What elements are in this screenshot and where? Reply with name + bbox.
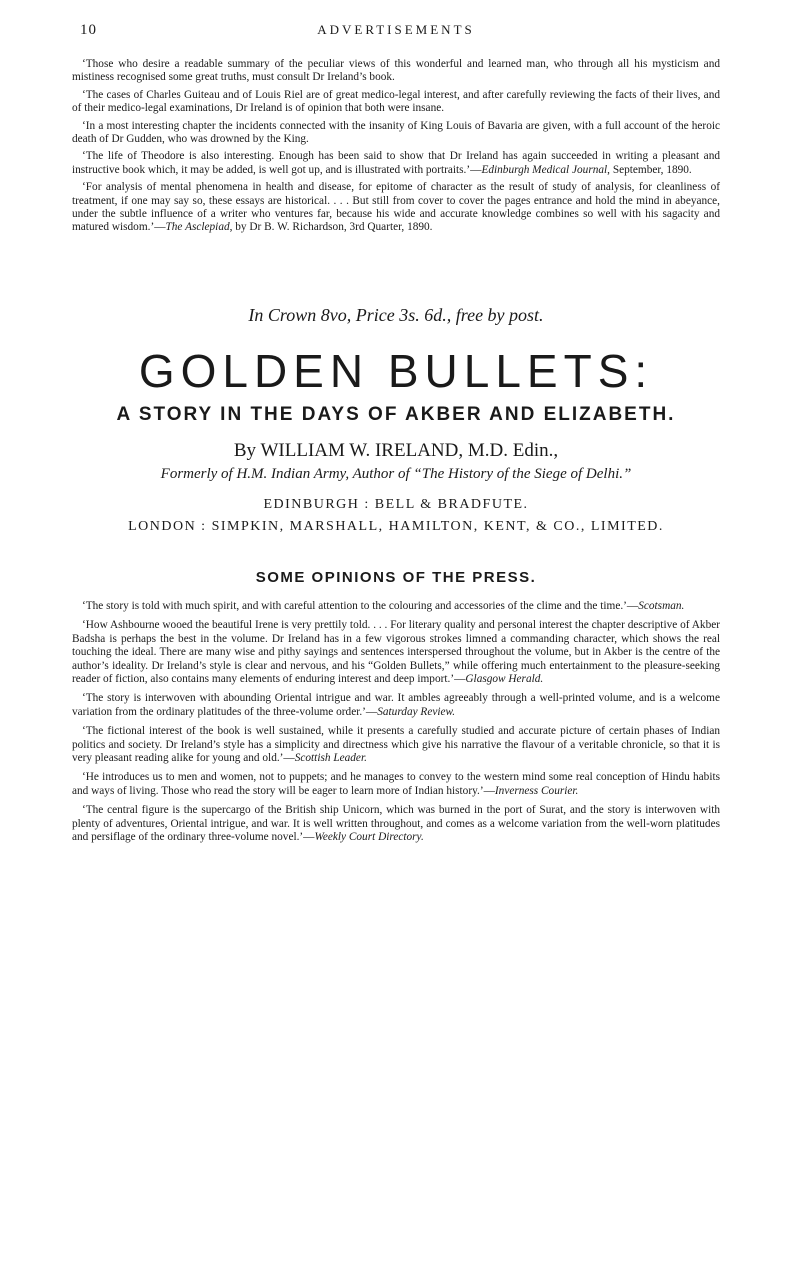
review-source: The Asclepiad xyxy=(165,221,230,234)
author-credentials: Formerly of H.M. Indian Army, Author of “The History of the Siege of Delhi.” xyxy=(160,465,632,482)
opinions-heading: SOME OPINIONS OF THE PRESS. xyxy=(255,568,537,586)
running-title: ADVERTISEMENTS xyxy=(317,22,475,37)
press-opinion: ‘How Ashbourne wooed the beautiful Irene is very prettily told. . . . For literary quality and personal interest the chapter descriptive of Akber Badsha is perhaps the best in the volume. Dr Ireland has in a few vigorous strokes limned a commanding character, which shows the real touching the ideal. There are many wise and pithy sayings and sentences interspersed throughout the volume, but in Akber is the centre of the author’s ideality. Dr Ireland’s style is clear and nervous, and his “Golden Bullets,” while offering much entertainment to the pleasure-seeking reader of fiction, also contains many elements of enduring interest and deep import.’—Glasgow Herald. xyxy=(72,619,720,685)
book-subtitle: A STORY IN THE DAYS OF AKBER AND ELIZABETH. xyxy=(116,403,676,425)
review-paragraph: ‘The life of Theodore is also interesting. Enough has been said to show that Dr Ireland has again succeeded in writing a pleasant and instructive book which, it may be added, is well got up, and is illustrated with portraits.’—Edinburgh Medical Journal, September, 1890. xyxy=(72,150,720,176)
author-name: WILLIAM W. IRELAND, M.D. Edin., xyxy=(260,439,559,461)
opinion-source: Weekly Court Directory. xyxy=(314,830,424,843)
opinion-source: Scotsman. xyxy=(638,599,685,612)
review-block xyxy=(72,58,720,235)
press-opinions xyxy=(72,600,720,845)
publisher-london: LONDON : SIMPKIN, MARSHALL, HAMILTON, KENT, & CO., LIMITED. xyxy=(128,518,664,534)
opinion-source: Inverness Courier. xyxy=(494,784,579,797)
running-head xyxy=(72,0,720,44)
opinion-source: Saturday Review. xyxy=(377,705,456,718)
press-opinion: ‘The story is told with much spirit, and with careful attention to the colouring and accessories of the clime and the time.’—Scotsman. xyxy=(82,599,685,612)
page-number: 10 xyxy=(80,22,97,38)
opinion-source: Scottish Leader. xyxy=(294,751,367,764)
publisher-edinburgh: EDINBURGH : BELL & BRADFUTE. xyxy=(263,496,529,512)
price-line: In Crown 8vo, Price 3s. 6d., free by post. xyxy=(248,304,544,325)
book-title: GOLDEN BULLETS: xyxy=(138,344,654,397)
opinion-source: Glasgow Herald. xyxy=(465,672,544,685)
book-advertisement xyxy=(72,305,720,586)
press-opinion: ‘He introduces us to men and women, not to puppets; and he manages to convey to the western mind some real conception of Hindu habits and ways of living. Those who read the story will be eager to learn more of Indian history.’—Inverness Courier. xyxy=(72,771,720,797)
author-line: By WILLIAM W. IRELAND, M.D. Edin., xyxy=(233,439,559,461)
review-paragraph: ‘In a most interesting chapter the incidents connected with the insanity of King Louis of Bavaria are given, with a full account of the heroic death of Dr Gudden, who was drowned by the King. xyxy=(72,119,720,146)
review-paragraph: ‘The cases of Charles Guiteau and of Louis Riel are of great medico-legal interest, and after carefully reviewing the facts of their lives, and of their medico-legal examinations, Dr Ireland is of opinion that both were insane. xyxy=(72,88,720,115)
press-opinion: ‘The central figure is the supercargo of the British ship Unicorn, which was burned in the port of Surat, and the story is interwoven with plenty of adventures, Oriental intrigue, and war. It is well written throughout, and comes as a welcome variation from the well-worn platitudes and persiflage of the ordinary three-volume novel.’—Weekly Court Directory. xyxy=(72,804,720,843)
press-opinion: ‘The story is interwoven with abounding Oriental intrigue and war. It ambles agreeably through a well-printed volume, and is a welcome variation from the ordinary platitudes of the three-volume order.’—Saturday Review. xyxy=(72,692,720,718)
review-paragraph: ‘Those who desire a readable summary of the peculiar views of this wonderful and learned man, who through all his mysticism and mistiness recognised some great truths, must consult Dr Ireland’s book. xyxy=(72,58,720,84)
press-opinion: ‘The fictional interest of the book is well sustained, while it presents a carefully studied and accurate picture of certain phases of Indian politics and society. Dr Ireland’s style has a simplicity and directness which give his narrative the flavour of a veritable chronicle, so that it is very pleasant reading alike for young and old.’—Scottish Leader. xyxy=(72,725,720,764)
review-source: Edinburgh Medical Journal xyxy=(481,163,608,176)
review-paragraph: ‘For analysis of mental phenomena in health and disease, for epitome of character as the result of study of analysis, for cleanliness of treatment, if one may say so, these essays are historical. . . . But still from cover to cover the pages entrance and hold the mind in abeyance, under the subtle influence of a writer who ventures far, because his wide and accurate knowledge combines so well with his sagacity and matured wisdom.’—The Asclepiad, by Dr B. W. Richardson, 3rd Quarter, 1890. xyxy=(72,181,720,234)
